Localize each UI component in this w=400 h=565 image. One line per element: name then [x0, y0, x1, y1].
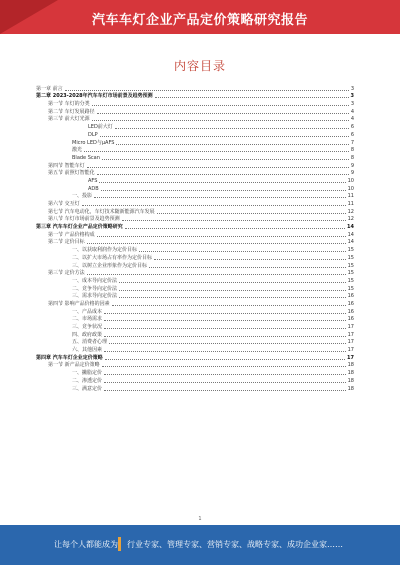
toc-entry-title: 三、竞争状况 [72, 324, 103, 330]
toc-entry-title: 第四节 影响产品价格的因素 [48, 300, 110, 307]
toc-leader-dots [105, 358, 345, 360]
toc-entry-page: 3 [350, 85, 354, 92]
toc-entry-page: 10 [347, 185, 354, 192]
toc-entry-title: 二、渗透定价 [72, 377, 103, 384]
toc-entry-title: 第七节 汽车电动化，车灯技术随新能源汽车发展 [48, 208, 155, 215]
toc-entry-page: 7 [350, 139, 354, 146]
toc-entry[interactable] [36, 253, 354, 261]
toc-entry[interactable] [36, 276, 354, 284]
toc-entry-title: 一、撇脂定价 [72, 370, 103, 377]
toc-entry-page: 9 [350, 162, 354, 169]
toc-entry[interactable] [36, 138, 354, 146]
toc-entry-page: 3 [350, 93, 354, 100]
footer-accent-bar [118, 537, 121, 551]
toc-entry-title: 第六节 交互灯 [48, 201, 80, 207]
toc-entry[interactable] [36, 92, 354, 100]
toc-entry-title: 第一节 产品价格构成 [48, 231, 95, 238]
toc-entry[interactable] [36, 261, 354, 269]
toc-leader-dots [122, 219, 346, 221]
toc-entry-title: 四、政府政策 [72, 331, 103, 338]
toc-entry-title: 第一节 新产品定价策略 [48, 362, 100, 369]
toc-entry[interactable] [36, 238, 354, 246]
report-title: 汽车车灯企业产品定价策略研究报告 [91, 13, 308, 28]
toc-entry-title: 第三节 前大灯光源 [48, 116, 90, 123]
toc-entry-title: 第二节 定价目标 [48, 239, 85, 246]
toc-entry-title: LED前大灯 [88, 124, 113, 131]
toc-entry-title: 六、其他因素 [72, 347, 103, 354]
toc-leader-dots [92, 119, 349, 121]
toc-entry[interactable] [36, 322, 354, 330]
toc-entry-page: 16 [347, 308, 354, 315]
toc-entry[interactable] [36, 215, 354, 223]
toc-entry[interactable] [36, 184, 354, 192]
toc-leader-dots [149, 266, 346, 268]
toc-leader-dots [104, 312, 346, 314]
toc-entry-page: 15 [347, 285, 354, 292]
toc-entry[interactable] [36, 107, 354, 115]
toc-leader-dots [101, 189, 346, 191]
toc-leader-dots [109, 342, 346, 344]
toc-entry[interactable] [36, 207, 354, 215]
toc-leader-dots [104, 350, 346, 352]
toc-entry-title: 一、以获取利润作为定价目标 [72, 247, 138, 254]
toc-leader-dots [87, 242, 346, 244]
toc-leader-dots [104, 319, 346, 321]
toc-entry-page: 15 [347, 247, 354, 254]
toc-entry-title: 一、投影 [72, 193, 93, 200]
toc-leader-dots [104, 373, 346, 375]
toc-entry-page: 18 [347, 362, 354, 369]
toc-entry-page: 16 [347, 300, 354, 307]
toc-entry-page: 14 [347, 239, 354, 246]
toc-entry-page: 12 [347, 208, 354, 215]
toc-leader-dots [87, 166, 349, 168]
toc-entry[interactable] [36, 384, 354, 392]
toc-entry-page: 9 [350, 170, 354, 177]
toc-leader-dots [84, 150, 349, 152]
toc-leader-dots [102, 365, 346, 367]
toc-entry-page: 6 [350, 124, 354, 131]
footer-slogan-right: 行业专家、管理专家、营销专家、战略专家、成功企业家…… [127, 540, 343, 549]
toc-entry-page: 6 [350, 131, 354, 138]
toc-entry-page: 17 [347, 324, 354, 330]
toc-entry-title: 第五节 前照灯智能化 [48, 170, 95, 177]
toc-entry[interactable] [36, 269, 354, 277]
footer-banner [0, 525, 400, 565]
toc-entry-title: Blade Scan [72, 154, 100, 161]
toc-entry-page: 11 [347, 201, 354, 207]
toc-leader-dots [99, 181, 345, 183]
toc-entry-page: 15 [347, 270, 354, 277]
toc-entry-title: 第三节 定价方法 [48, 270, 85, 277]
toc-leader-dots [119, 289, 346, 291]
toc-entry-title: 三、需求导向定价法 [72, 293, 118, 300]
toc-entry[interactable] [36, 284, 354, 292]
toc-leader-dots [92, 104, 349, 106]
toc-entry-title: 一、成本导向定价法 [72, 277, 118, 284]
toc-entry-page: 15 [347, 262, 354, 269]
toc-leader-dots [97, 235, 346, 237]
toc-entry[interactable] [36, 84, 354, 92]
toc-entry-page: 4 [350, 108, 354, 115]
toc-entry-title: 三、满意定价 [72, 385, 103, 392]
toc-entry-page: 17 [347, 354, 354, 361]
toc-entry-title: 第一节 车灯的分类 [48, 101, 90, 108]
toc-entry[interactable] [36, 292, 354, 300]
toc-entry-title: Micro LED与μAFS [72, 139, 115, 146]
toc-entry-title: 一、产品成本 [72, 308, 103, 315]
toc-entry-title: 五、消费者心理 [72, 339, 108, 346]
toc-leader-dots [97, 112, 349, 114]
toc-entry-title: 二、市场需求 [72, 316, 103, 323]
page-number: 1 [198, 516, 202, 522]
toc-entry-title: 第四节 智能车灯 [48, 162, 85, 169]
toc-entry-title: 二、竞争导向定价法 [72, 285, 118, 292]
toc-entry[interactable] [36, 192, 354, 200]
toc-entry-title: 第一章 前言 [36, 85, 63, 92]
toc-entry-page: 3 [350, 101, 354, 108]
toc-entry[interactable] [36, 361, 354, 369]
toc-entry-page: 15 [347, 277, 354, 284]
toc-entry[interactable] [36, 338, 354, 346]
toc-leader-dots [116, 143, 348, 145]
toc-heading: 内容目录 [173, 59, 226, 73]
toc-entry[interactable] [36, 376, 354, 384]
toc-leader-dots [104, 381, 346, 383]
toc-entry-page: 8 [350, 154, 354, 161]
toc-entry-title: ADB [88, 185, 99, 192]
toc-entry[interactable] [36, 345, 354, 353]
toc-entry[interactable] [36, 161, 354, 169]
toc-entry[interactable] [36, 169, 354, 177]
toc-leader-dots [112, 304, 346, 306]
toc-entry[interactable] [36, 230, 354, 238]
toc-entry-title: 三、以树立企业形象作为定价目标 [72, 262, 148, 269]
toc-entry[interactable] [36, 299, 354, 307]
toc-entry[interactable] [36, 222, 354, 230]
toc-entry-page: 16 [347, 293, 354, 300]
toc-leader-dots [104, 335, 346, 337]
toc-leader-dots [65, 89, 349, 91]
toc-entry-title: 第四章 汽车车灯企业定价策略 [36, 354, 103, 361]
toc-entry[interactable] [36, 368, 354, 376]
toc-entry-page: 18 [347, 370, 354, 377]
toc-entry-title: 第三章 汽车车灯企业产品定价策略研究 [36, 224, 123, 231]
toc-entry-title: 二、以扩大市场占有率作为定价目标 [72, 254, 153, 261]
toc-entry-page: 17 [347, 339, 354, 346]
table-of-contents [36, 84, 354, 392]
toc-leader-dots [97, 173, 349, 175]
toc-leader-dots [125, 227, 345, 229]
toc-entry-page: 18 [347, 385, 354, 392]
toc-entry-title: AFS [88, 177, 98, 184]
toc-entry-page: 18 [347, 377, 354, 384]
toc-leader-dots [104, 389, 346, 391]
toc-entry[interactable] [36, 153, 354, 161]
toc-entry[interactable] [36, 315, 354, 323]
toc-entry[interactable] [36, 122, 354, 130]
toc-entry[interactable] [36, 99, 354, 107]
toc-entry[interactable] [36, 115, 354, 123]
toc-entry-title: 第八节 车灯市场前景及趋势预测 [48, 216, 120, 223]
toc-leader-dots [104, 327, 346, 329]
toc-entry[interactable] [36, 307, 354, 315]
toc-entry-page: 4 [350, 116, 354, 123]
toc-entry-page: 12 [347, 216, 354, 223]
toc-leader-dots [94, 196, 346, 198]
toc-entry[interactable] [36, 245, 354, 253]
footer-slogan-left: 让每个人都能成为 [54, 540, 118, 549]
toc-entry-page: 17 [347, 347, 354, 354]
toc-entry[interactable] [36, 199, 354, 207]
toc-entry-page: 17 [347, 331, 354, 338]
toc-leader-dots [102, 158, 349, 160]
toc-entry-title: DLP [88, 131, 98, 138]
toc-entry-title: 第二章 2023-2028年汽车车灯市场前景及趋势预测 [36, 93, 153, 100]
toc-leader-dots [82, 204, 346, 206]
toc-entry-page: 14 [347, 231, 354, 238]
toc-entry[interactable] [36, 130, 354, 138]
report-header-banner [0, 0, 400, 34]
toc-leader-dots [155, 96, 349, 98]
toc-entry-page: 8 [350, 147, 354, 154]
toc-leader-dots [119, 296, 346, 298]
toc-leader-dots [119, 281, 346, 283]
toc-leader-dots [87, 273, 346, 275]
toc-entry-title: 激光 [72, 147, 83, 154]
toc-entry[interactable] [36, 330, 354, 338]
toc-leader-dots [139, 250, 346, 252]
toc-entry-page: 15 [347, 254, 354, 261]
toc-leader-dots [100, 135, 349, 137]
toc-entry[interactable] [36, 146, 354, 154]
toc-entry-page: 16 [347, 316, 354, 323]
toc-entry[interactable] [36, 176, 354, 184]
toc-entry[interactable] [36, 353, 354, 361]
toc-entry-page: 11 [347, 193, 354, 200]
toc-entry-page: 14 [347, 224, 354, 231]
toc-entry-title: 第二节 车灯发展路径 [48, 108, 95, 115]
toc-leader-dots [154, 258, 346, 260]
toc-entry-page: 10 [347, 177, 354, 184]
toc-leader-dots [157, 212, 346, 214]
toc-leader-dots [115, 127, 349, 129]
